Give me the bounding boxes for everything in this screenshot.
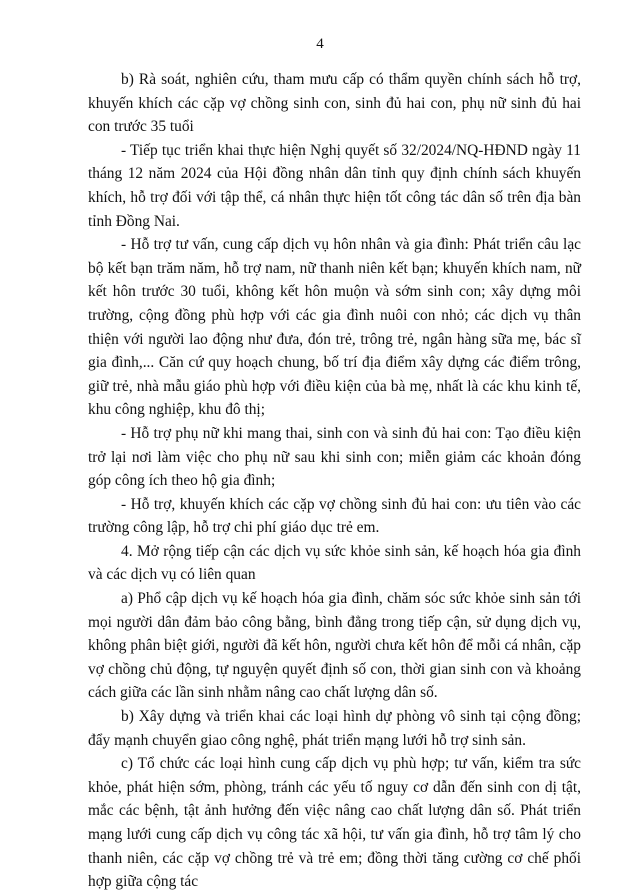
section-heading-reproductive-health: 4. Mở rộng tiếp cận các dịch vụ sức khỏe sinh sản, kế hoạch hóa gia đình và các dịch vụ có liên quan [88,542,581,584]
paragraph-pregnancy-support: - Hỗ trợ phụ nữ khi mang thai, sinh con và sinh đủ hai con: Tạo điều kiện trở lại nơi làm việc cho phụ nữ sau khi sinh con; miễn giảm các khoản đóng góp công ích theo hộ gia đình; [88,424,581,490]
paragraph-two-children-support: - Hỗ trợ, khuyến khích các cặp vợ chồng sinh đủ hai con: ưu tiên vào các trường công lập, hỗ trợ chi phí giáo dục trẻ em. [88,495,581,537]
paragraph-service-network: c) Tổ chức các loại hình cung cấp dịch vụ phù hợp; tư vấn, kiểm tra sức khỏe, phát hiện sớm, phòng, tránh các yếu tố nguy cơ dẫn đến sinh con dị tật, mắc các bệnh, tật ảnh hưởng đến việc nâng cao chất lượng dân số. Phát triển mạng lưới cung cấp dịch vụ công tác xã hội, tư vấn gia đình, hỗ trợ tâm lý cho thanh niên, các cặp vợ chồng trẻ và trẻ em; đồng thời tăng cường cơ chế phối hợp giữa cộng tác [88,755,581,891]
paragraph-infertility-prevention: b) Xây dựng và triển khai các loại hình dự phòng vô sinh tại cộng đồng; đẩy mạnh chuyển giao công nghệ, phát triển mạng lưới hỗ trợ sinh sản. [88,708,581,749]
paragraph-resolution: - Tiếp tục triển khai thực hiện Nghị quyết số 32/2024/NQ-HĐND ngày 11 tháng 12 năm 2024 của Hội đồng nhân dân tỉnh quy định chính sách khuyến khích, hỗ trợ đối với tập thể, cá nhân thực hiện tốt công tác dân số trên địa bàn tỉnh Đồng Nai. [88,141,581,230]
document-body [88,68,581,894]
page-number: 4 [316,36,324,52]
paragraph-marriage-services: - Hỗ trợ tư vấn, cung cấp dịch vụ hôn nhân và gia đình: Phát triển câu lạc bộ kết bạn trăm năm, hỗ trợ nam, nữ thanh niên kết bạn; khuyến khích nam, nữ kết hôn trước 30 tuổi, không kết hôn muộn và sớm sinh con; xây dựng môi trường, cộng đồng phù hợp với các gia đình nuôi con nhỏ; các dịch vụ thân thiện với người lao động như đưa, đón trẻ, trông trẻ, ngân hàng sữa mẹ, bác sĩ gia đình,... Căn cứ quy hoạch chung, bố trí địa điểm xây dựng các điểm trông, giữ trẻ, nhà mẫu giáo phù hợp với điều kiện của bà mẹ, nhất là các khu kinh tế, khu công nghiệp, khu đô thị; [88,236,581,419]
paragraph-family-planning: a) Phổ cập dịch vụ kế hoạch hóa gia đình, chăm sóc sức khỏe sinh sản tới mọi người dân đảm bảo công bằng, bình đẳng trong tiếp cận, sử dụng dịch vụ, không phân biệt giới, người đã kết hôn, người chưa kết hôn để mỗi cá nhân, cặp vợ chồng chủ động, tự nguyện quyết định số con, thời gian sinh con và khoảng cách giữa các lần sinh nhằm nâng cao chất lượng dân số. [88,590,581,702]
paragraph-policy-review: b) Rà soát, nghiên cứu, tham mưu cấp có thẩm quyền chính sách hỗ trợ, khuyến khích các cặp vợ chồng sinh con, sinh đủ hai con, phụ nữ sinh đủ hai con trước 35 tuổi [88,71,581,136]
